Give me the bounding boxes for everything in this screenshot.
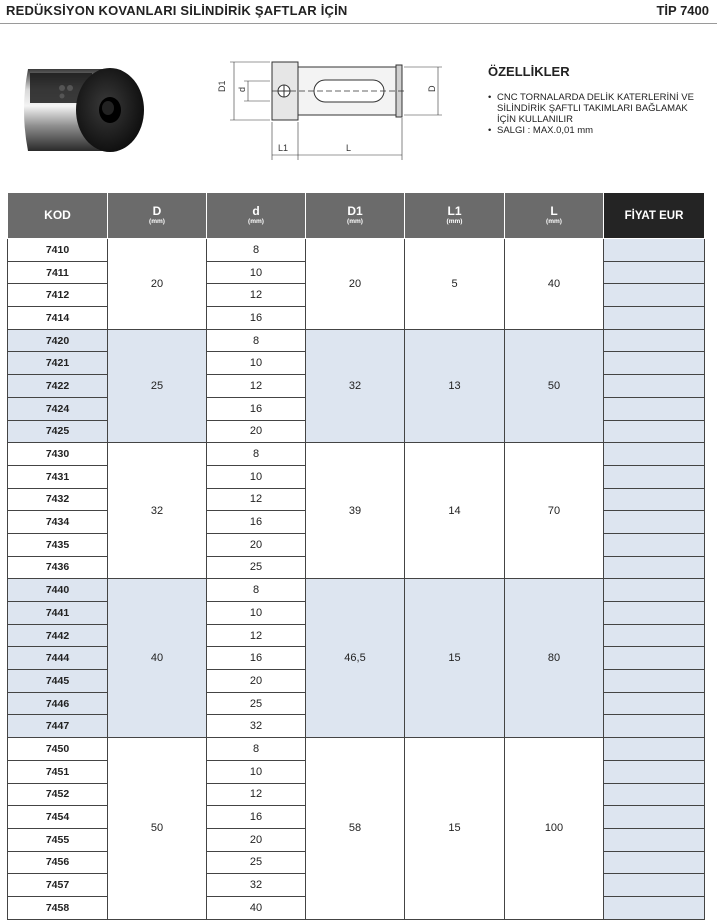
cell-price: [604, 556, 705, 579]
cell-kod: 7414: [8, 307, 108, 330]
cell-d: 40: [207, 896, 306, 919]
cell-price: [604, 307, 705, 330]
cell-d: 20: [207, 533, 306, 556]
cell-price: [604, 738, 705, 761]
dim-label-L1: L1: [278, 143, 289, 153]
cell-price: [604, 533, 705, 556]
cell-price: [604, 828, 705, 851]
cell-kod: 7412: [8, 284, 108, 307]
table-header-row: [8, 193, 705, 239]
page-title: REDÜKSİYON KOVANLARI SİLİNDİRİK ŞAFTLAR İÇİN: [6, 3, 348, 18]
dim-label-D: D: [427, 85, 437, 92]
cell-price: [604, 420, 705, 443]
cell-d: 8: [207, 738, 306, 761]
dim-label-d: d: [237, 86, 247, 92]
cell-kod: 7446: [8, 692, 108, 715]
cell-kod: 7432: [8, 488, 108, 511]
cell-price: [604, 874, 705, 897]
cell-price: [604, 284, 705, 307]
cell-kod: 7434: [8, 511, 108, 534]
cell-price: [604, 465, 705, 488]
cell-d: 12: [207, 783, 306, 806]
cell-kod: 7425: [8, 420, 108, 443]
cell-kod: 7445: [8, 670, 108, 693]
cell-d: 32: [207, 874, 306, 897]
cell-D: 50: [108, 738, 207, 920]
cell-kod: 7442: [8, 624, 108, 647]
cell-price: [604, 624, 705, 647]
spec-table-body: [8, 239, 705, 920]
cell-price: [604, 715, 705, 738]
cell-kod: 7410: [8, 239, 108, 262]
cell-price: [604, 692, 705, 715]
col-header-D: D (mm): [108, 193, 207, 239]
cell-price: [604, 397, 705, 420]
cell-d: 16: [207, 647, 306, 670]
features-list: [488, 92, 717, 136]
cell-d: 12: [207, 375, 306, 398]
cell-price: [604, 760, 705, 783]
cell-d: 20: [207, 670, 306, 693]
col-header-D1: D1 (mm): [306, 193, 405, 239]
cell-d: 12: [207, 488, 306, 511]
cell-price: [604, 579, 705, 602]
bullet-icon: •: [488, 92, 492, 103]
table-row: [8, 239, 705, 262]
cell-L: 100: [505, 738, 604, 920]
cell-D1: 32: [306, 329, 405, 442]
cell-L: 80: [505, 579, 604, 738]
cell-d: 10: [207, 602, 306, 625]
cell-d: 25: [207, 692, 306, 715]
cell-d: 8: [207, 239, 306, 262]
header-divider: [0, 23, 717, 24]
dim-label-D1: D1: [217, 80, 227, 92]
spec-table: [7, 192, 705, 920]
table-row: [8, 738, 705, 761]
cell-price: [604, 806, 705, 829]
table-row: [8, 443, 705, 466]
cell-kod: 7451: [8, 760, 108, 783]
cell-d: 20: [207, 420, 306, 443]
cell-L1: 13: [405, 329, 505, 442]
cell-d: 12: [207, 284, 306, 307]
cell-price: [604, 488, 705, 511]
cell-D: 25: [108, 329, 207, 442]
cell-price: [604, 329, 705, 352]
technical-drawing: [210, 52, 450, 164]
cell-kod: 7458: [8, 896, 108, 919]
cell-price: [604, 239, 705, 262]
cell-d: 12: [207, 624, 306, 647]
product-photo: [18, 55, 148, 160]
table-row: [8, 579, 705, 602]
cell-price: [604, 375, 705, 398]
cell-d: 25: [207, 851, 306, 874]
cell-price: [604, 352, 705, 375]
cell-kod: 7450: [8, 738, 108, 761]
cell-d: 16: [207, 307, 306, 330]
feature-line: SİLİNDİRİK ŞAFTLI TAKIMLARI BAĞLAMAK: [497, 103, 688, 114]
cell-d: 10: [207, 352, 306, 375]
cell-kod: 7436: [8, 556, 108, 579]
cell-price: [604, 896, 705, 919]
cell-D: 20: [108, 239, 207, 330]
cell-d: 10: [207, 261, 306, 284]
cell-price: [604, 261, 705, 284]
cell-d: 25: [207, 556, 306, 579]
cell-d: 8: [207, 579, 306, 602]
cell-kod: 7454: [8, 806, 108, 829]
cell-L1: 15: [405, 579, 505, 738]
cell-L1: 14: [405, 443, 505, 579]
cell-price: [604, 670, 705, 693]
cell-d: 16: [207, 806, 306, 829]
feature-line: • CNC TORNALARDA DELİK KATERLERİNİ VE: [488, 92, 694, 103]
feature-line: İÇİN KULLANILIR: [497, 114, 574, 125]
cell-D1: 39: [306, 443, 405, 579]
cell-price: [604, 443, 705, 466]
cell-d: 10: [207, 465, 306, 488]
cell-d: 16: [207, 511, 306, 534]
col-header-d: d (mm): [207, 193, 306, 239]
cell-kod: 7430: [8, 443, 108, 466]
cell-kod: 7444: [8, 647, 108, 670]
cell-L: 40: [505, 239, 604, 330]
cell-D: 40: [108, 579, 207, 738]
cell-price: [604, 851, 705, 874]
cell-kod: 7420: [8, 329, 108, 352]
cell-kod: 7440: [8, 579, 108, 602]
type-label: TİP 7400: [656, 3, 709, 18]
cell-L: 50: [505, 329, 604, 442]
cell-kod: 7421: [8, 352, 108, 375]
cell-price: [604, 647, 705, 670]
features-title: ÖZELLİKLER: [488, 64, 570, 79]
cell-L1: 15: [405, 738, 505, 920]
cell-D: 32: [108, 443, 207, 579]
cell-kod: 7456: [8, 851, 108, 874]
col-header-kod: KOD: [8, 193, 108, 239]
col-header-L: L (mm): [505, 193, 604, 239]
cell-d: 32: [207, 715, 306, 738]
cell-kod: 7457: [8, 874, 108, 897]
dim-label-L: L: [346, 143, 352, 153]
cell-L1: 5: [405, 239, 505, 330]
cell-price: [604, 511, 705, 534]
feature-line: • SALGI : MAX.0,01 mm: [488, 125, 594, 136]
cell-d: 16: [207, 397, 306, 420]
cell-d: 10: [207, 760, 306, 783]
cell-L: 70: [505, 443, 604, 579]
cell-kod: 7431: [8, 465, 108, 488]
cell-kod: 7411: [8, 261, 108, 284]
cell-D1: 58: [306, 738, 405, 920]
cell-price: [604, 783, 705, 806]
cell-price: [604, 602, 705, 625]
cell-kod: 7422: [8, 375, 108, 398]
cell-d: 8: [207, 443, 306, 466]
cell-kod: 7441: [8, 602, 108, 625]
cell-d: 20: [207, 828, 306, 851]
cell-kod: 7452: [8, 783, 108, 806]
table-row: [8, 329, 705, 352]
cell-kod: 7447: [8, 715, 108, 738]
cell-kod: 7455: [8, 828, 108, 851]
bullet-icon: •: [488, 125, 492, 136]
col-header-price: FİYAT EUR: [604, 193, 705, 239]
col-header-L1: L1 (mm): [405, 193, 505, 239]
cell-D1: 20: [306, 239, 405, 330]
cell-D1: 46,5: [306, 579, 405, 738]
cell-kod: 7424: [8, 397, 108, 420]
cell-kod: 7435: [8, 533, 108, 556]
cell-d: 8: [207, 329, 306, 352]
